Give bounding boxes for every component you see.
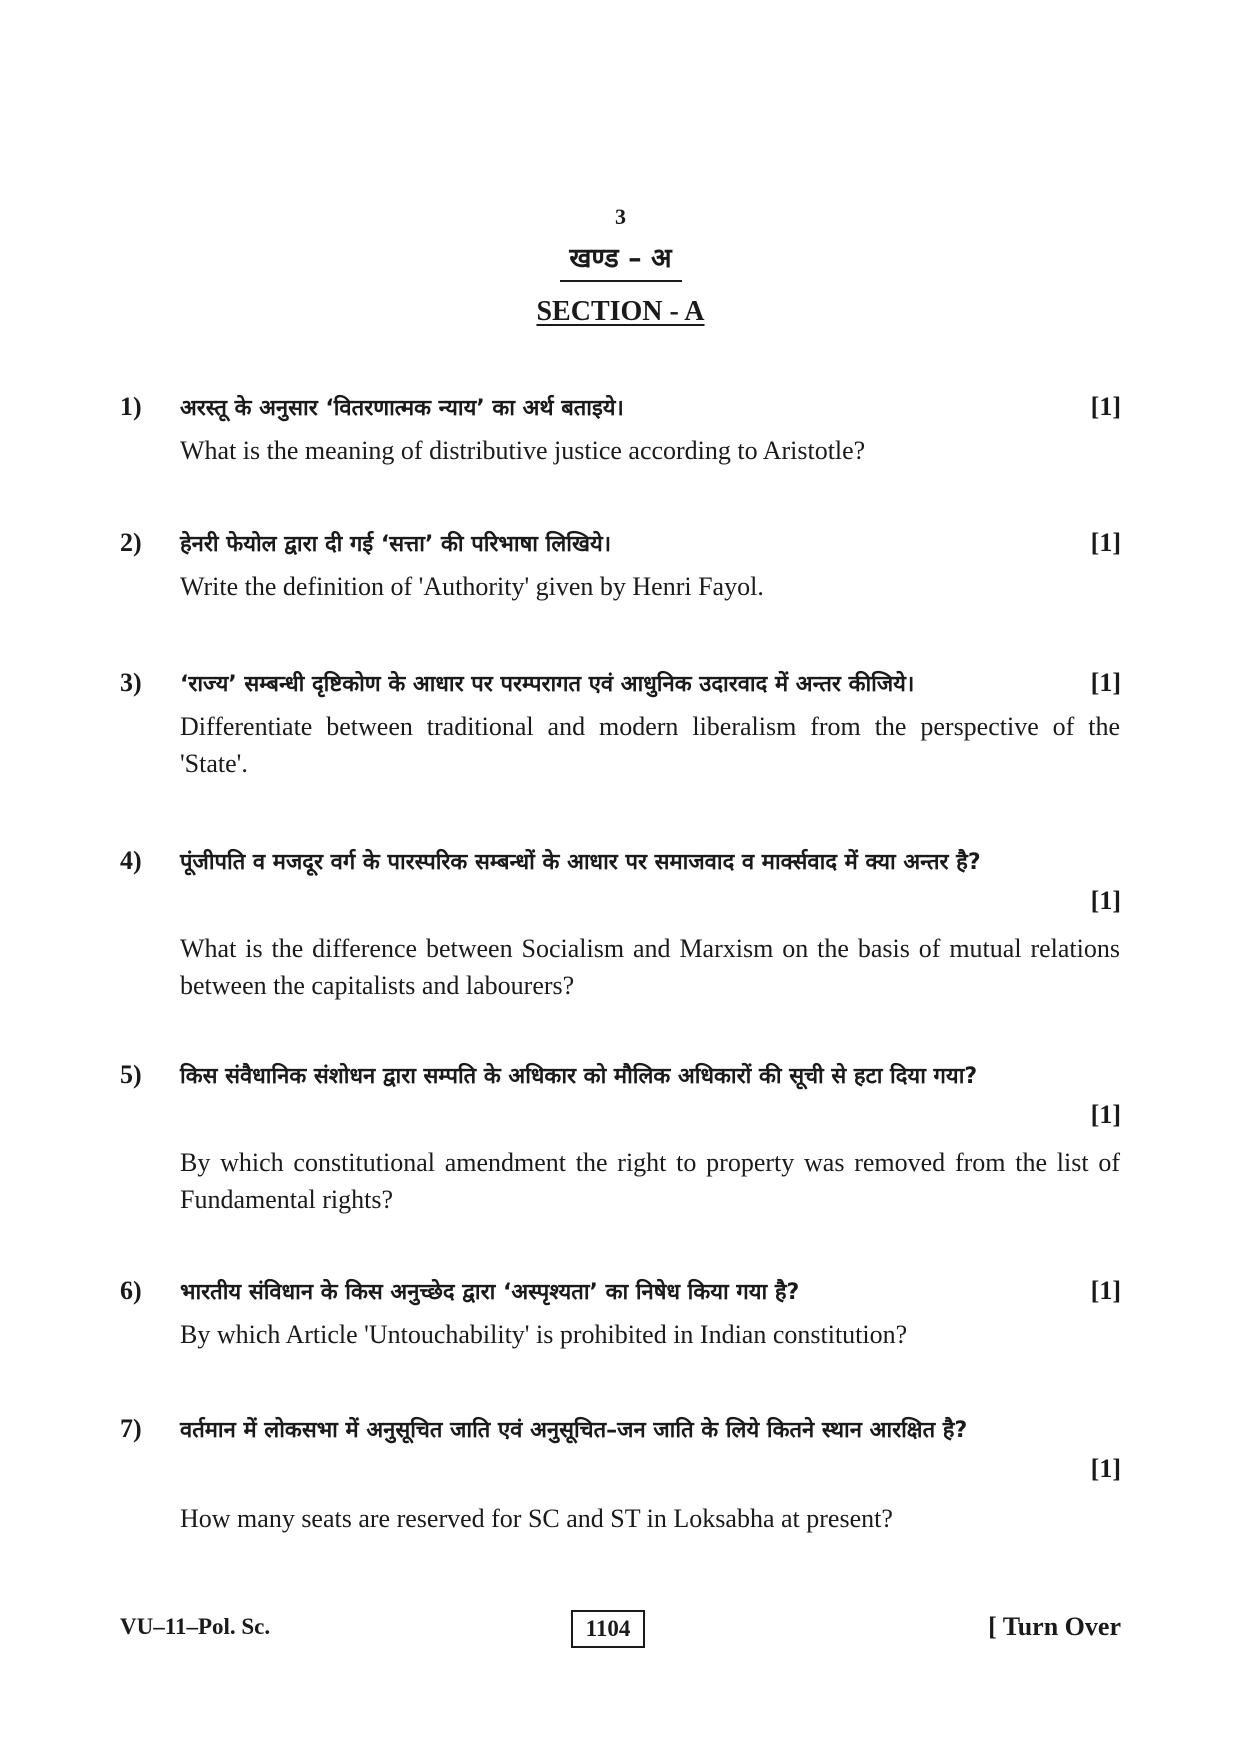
- footer-page-code-box: 1104: [571, 1610, 645, 1648]
- question-text-english: What is the meaning of distributive justice according to Aristotle?: [180, 436, 866, 465]
- question-number: 7): [120, 1414, 142, 1443]
- question-number: 3): [120, 668, 142, 697]
- question-number: 5): [120, 1060, 142, 1089]
- question-text-english: Differentiate between traditional and modern liberalism from the perspective of the 'State'.: [180, 712, 1120, 778]
- section-divider: [560, 280, 682, 282]
- question-marks: [1]: [1090, 668, 1121, 697]
- question-text-english: By which Article 'Untouchability' is prohibited in Indian constitution?: [180, 1320, 908, 1349]
- question-text-hindi: अरस्तू के अनुसार ‘वितरणात्मक न्याय’ का अर्थ बताइये।: [180, 396, 624, 421]
- section-title-english: SECTION - A: [536, 296, 705, 327]
- question-marks: [1]: [1090, 1454, 1121, 1483]
- question-number: 2): [120, 528, 142, 557]
- question-number: 1): [120, 392, 142, 421]
- question-text-english: By which constitutional amendment the right to property was removed from the list of Fundamental rights?: [180, 1148, 1120, 1214]
- question-number: 4): [120, 846, 142, 875]
- footer-turn-over: [ Turn Over: [988, 1612, 1121, 1641]
- question-text-hindi: किस संवैधानिक संशोधन द्वारा सम्पति के अधिकार को मौलिक अधिकारों की सूची से हटा दिया गया?: [180, 1064, 978, 1089]
- question-text-hindi: भारतीय संविधान के किस अनुच्छेद द्वारा ‘अस्पृश्यता’ का निषेध किया गया है?: [180, 1280, 800, 1305]
- question-text-hindi: पूंजीपति व मजदूर वर्ग के पारस्परिक सम्बन्धों के आधार पर समाजवाद व मार्क्सवाद में क्या अन्तर है?: [180, 850, 981, 875]
- question-marks: [1]: [1090, 886, 1121, 915]
- question-marks: [1]: [1090, 1100, 1121, 1129]
- question-text-english: Write the definition of 'Authority' given by Henri Fayol.: [180, 572, 764, 601]
- question-marks: [1]: [1090, 392, 1121, 421]
- question-marks: [1]: [1090, 1276, 1121, 1305]
- question-text-hindi: हेनरी फेयोल द्वारा दी गई ‘सत्ता’ की परिभाषा लिखिये।: [180, 532, 612, 557]
- question-number: 6): [120, 1276, 142, 1305]
- section-title-hindi: खण्ड – अ: [569, 243, 672, 274]
- question-marks: [1]: [1090, 528, 1121, 557]
- question-text-hindi: ‘राज्य’ सम्बन्धी दृष्टिकोण के आधार पर परम्परागत एवं आधुनिक उदारवाद में अन्तर कीजिये।: [180, 672, 915, 697]
- page-number: 3: [615, 204, 626, 229]
- question-text-hindi: वर्तमान में लोकसभा में अनुसूचित जाति एवं अनुसूचित–जन जाति के लिये कितने स्थान आरक्षित है?: [180, 1418, 968, 1443]
- question-text-english: How many seats are reserved for SC and ST in Loksabha at present?: [180, 1504, 893, 1533]
- question-text-english: What is the difference between Socialism and Marxism on the basis of mutual relations between the capitalists and labourers?: [180, 934, 1120, 1000]
- footer-paper-code: VU–11–Pol. Sc.: [120, 1614, 271, 1639]
